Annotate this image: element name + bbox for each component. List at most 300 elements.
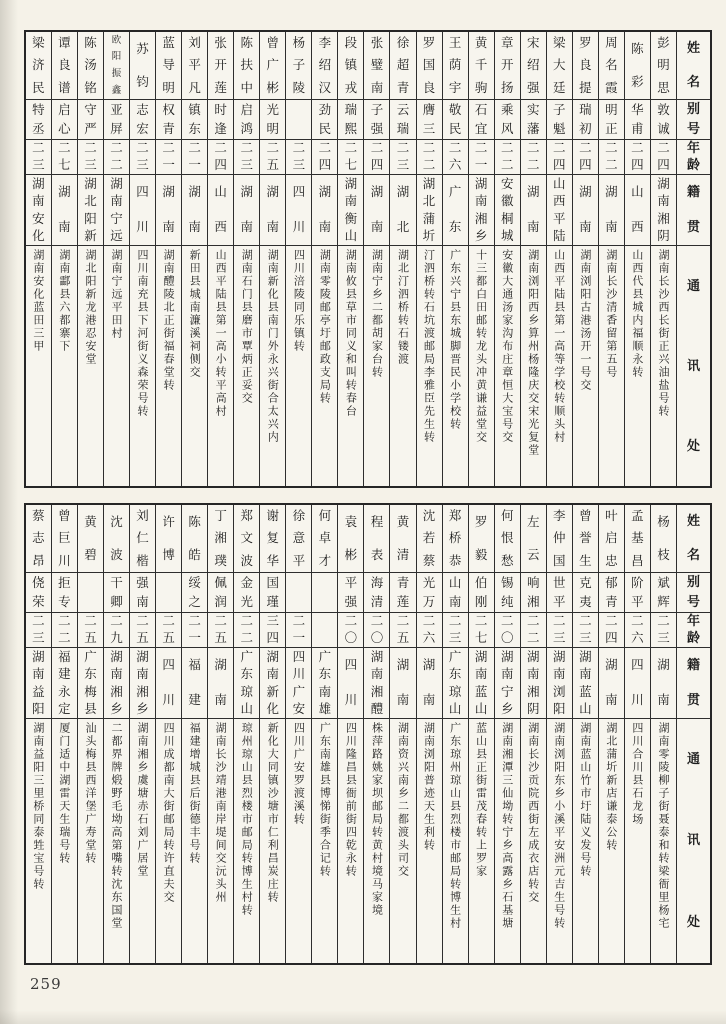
character-glyph: 明 — [605, 101, 618, 117]
character-glyph: 郑 — [448, 507, 462, 523]
character-glyph: 青 — [396, 574, 410, 590]
header-column — [676, 32, 710, 486]
age-cell — [312, 613, 337, 648]
character-glyph: 龄 — [686, 158, 700, 173]
character-glyph: 之 — [188, 594, 201, 609]
header-name-label — [677, 505, 710, 573]
character-glyph: 志 — [136, 101, 149, 117]
address-text: 湖南浏阳普迹天生利转 — [422, 722, 436, 852]
character-glyph: 石 — [474, 101, 488, 117]
address-text: 湖南浏阳西乡算州杨隆庆交宋光复堂 — [526, 249, 540, 457]
address-cell — [364, 719, 389, 963]
character-glyph: 讯 — [686, 833, 700, 849]
character-glyph: 二 — [631, 613, 644, 629]
character-glyph: 二 — [188, 613, 201, 629]
entry-column — [572, 505, 598, 963]
native-place-cell — [156, 175, 181, 246]
character-glyph: 湖 — [605, 657, 618, 673]
character-glyph: 湖 — [370, 648, 384, 664]
alias-cell — [599, 573, 624, 613]
character-glyph: 名 — [686, 74, 700, 90]
character-glyph: 鸿 — [240, 121, 253, 136]
character-glyph: 浏 — [553, 683, 566, 699]
header-alias-label — [677, 573, 710, 613]
character-glyph: 驹 — [474, 79, 488, 95]
character-glyph: 二 — [605, 613, 618, 629]
age-cell — [651, 613, 676, 648]
character-glyph: 蓝 — [162, 34, 175, 50]
character-glyph: 辉 — [657, 594, 670, 609]
character-glyph: 程 — [370, 513, 384, 529]
name-cell — [364, 32, 389, 100]
native-place-cell — [52, 648, 77, 719]
alias-cell — [443, 573, 468, 613]
character-glyph: 二 — [32, 613, 45, 629]
character-glyph: 逢 — [214, 121, 227, 136]
alias-cell — [390, 100, 415, 140]
character-glyph: 谭 — [58, 34, 71, 50]
character-glyph: 湘 — [657, 210, 670, 226]
character-glyph: 梅 — [84, 683, 97, 699]
address-text: 湖南石门县磨市覃炳正妥交 — [240, 249, 254, 405]
age-cell — [599, 613, 624, 648]
character-glyph: 青 — [605, 594, 618, 609]
character-glyph: 湖 — [110, 648, 123, 664]
address-cell — [182, 246, 207, 486]
address-cell — [130, 719, 155, 963]
character-glyph: 七 — [58, 157, 71, 173]
name-cell — [182, 32, 207, 100]
character-glyph: 刘 — [188, 34, 201, 50]
character-glyph: 绥 — [188, 574, 201, 590]
character-glyph: 二 — [214, 613, 227, 629]
name-cell — [260, 505, 285, 573]
character-glyph: 二 — [370, 613, 384, 629]
character-glyph: 霞 — [605, 79, 618, 95]
entry-column — [233, 32, 259, 486]
native-place-cell — [390, 175, 415, 246]
character-glyph: 二 — [162, 140, 175, 156]
alias-cell — [312, 100, 337, 140]
address-cell — [390, 246, 415, 486]
character-glyph: 荣 — [32, 594, 45, 609]
character-glyph: 鑫 — [111, 84, 122, 96]
address-text: 新田县城南濂溪祠侧交 — [188, 249, 202, 379]
character-glyph: 山 — [240, 701, 253, 716]
character-glyph: 叶 — [605, 507, 618, 523]
character-glyph: 西 — [553, 193, 566, 208]
native-place-cell — [182, 175, 207, 246]
character-glyph: 二 — [292, 140, 306, 156]
character-glyph: 别 — [686, 575, 700, 591]
native-place-cell — [573, 175, 598, 246]
character-glyph: 二 — [344, 613, 358, 629]
character-glyph: 宜 — [474, 121, 488, 136]
character-glyph: 二 — [266, 140, 280, 156]
character-glyph: 克 — [579, 574, 592, 590]
address-text: 湖南酃县六都寨下 — [57, 249, 71, 353]
name-cell — [156, 32, 181, 100]
character-glyph: 张 — [370, 34, 384, 50]
character-glyph: 三 — [136, 157, 149, 173]
alias-cell — [417, 100, 442, 140]
age-cell — [208, 140, 233, 175]
entry-column — [389, 32, 415, 486]
character-glyph: 基 — [631, 530, 644, 546]
address-text: 山西平陆县第一高小转平高村 — [214, 249, 228, 418]
character-glyph: 佩 — [214, 574, 227, 590]
address-cell — [208, 246, 233, 486]
name-cell — [651, 32, 676, 100]
character-glyph: 二 — [344, 140, 358, 156]
alias-cell — [312, 573, 337, 613]
character-glyph: 瑞 — [344, 101, 358, 117]
character-glyph: 时 — [214, 101, 227, 117]
character-glyph: 周 — [605, 34, 618, 50]
header-age-label — [677, 140, 710, 175]
character-glyph: 瑾 — [266, 594, 280, 609]
character-glyph: 一 — [188, 630, 201, 646]
entry-column — [285, 32, 311, 486]
character-glyph: 南 — [657, 193, 670, 208]
address-text: 四川合川县石龙场 — [630, 722, 644, 826]
character-glyph: 徽 — [500, 193, 514, 208]
character-glyph: 湖 — [500, 648, 514, 664]
address-cell — [547, 719, 572, 963]
alias-cell — [156, 100, 181, 140]
character-glyph: 南 — [396, 692, 410, 708]
character-glyph: 南 — [162, 219, 175, 235]
character-glyph: 广 — [240, 648, 253, 664]
character-glyph: 四 — [553, 157, 566, 173]
name-cell — [78, 32, 103, 100]
entry-column — [26, 505, 51, 963]
character-glyph: 湖 — [344, 175, 358, 191]
character-glyph: 罗 — [474, 513, 488, 529]
character-glyph: 二 — [110, 157, 123, 173]
character-glyph: 凡 — [188, 79, 201, 95]
character-glyph: 李 — [553, 507, 566, 523]
address-cell — [260, 246, 285, 486]
address-cell — [390, 719, 415, 963]
character-glyph: 六 — [448, 157, 462, 173]
age-cell — [104, 140, 129, 175]
character-glyph: 城 — [500, 228, 514, 243]
character-glyph: 广 — [448, 648, 462, 664]
character-glyph: 北 — [84, 193, 97, 208]
address-cell — [78, 246, 103, 486]
character-glyph: 三 — [32, 157, 45, 173]
address-text: 湖南湘乡虞塘赤石刘广居堂 — [136, 722, 150, 878]
age-cell — [130, 613, 155, 648]
character-glyph: 郑 — [240, 507, 253, 523]
address-text: 湖北蒲圻新店谦泰公转 — [604, 722, 618, 852]
age-cell — [338, 613, 363, 648]
character-glyph: 卿 — [110, 594, 123, 609]
address-text: 琼州琼山县烈楼市邮局转博生村转 — [240, 722, 254, 917]
character-glyph: 二 — [526, 630, 540, 646]
character-glyph: 二 — [500, 140, 514, 156]
character-glyph: 夷 — [579, 594, 592, 609]
character-glyph: 琼 — [448, 683, 462, 699]
address-cell — [599, 719, 624, 963]
alias-cell — [156, 573, 181, 613]
character-glyph: 二 — [370, 140, 384, 156]
character-glyph: 二 — [136, 613, 149, 629]
native-place-cell — [234, 648, 259, 719]
character-glyph: 四 — [370, 157, 384, 173]
age-cell — [469, 140, 494, 175]
address-text: 山西代县城内福顺永转 — [630, 249, 644, 379]
character-glyph: 山 — [448, 574, 462, 590]
character-glyph: 三 — [657, 630, 670, 646]
character-glyph: 五 — [214, 630, 227, 646]
address-text: 湖南新化县南门外永兴街合太兴内 — [266, 249, 280, 444]
character-glyph: 开 — [500, 57, 514, 73]
character-glyph: 东 — [188, 121, 201, 136]
address-text: 湖南长沙西长街正兴油盐号转 — [656, 249, 670, 418]
character-glyph: 南 — [370, 666, 384, 681]
character-glyph: 三 — [396, 157, 410, 173]
character-glyph: 甫 — [631, 121, 644, 136]
character-glyph: 左 — [526, 513, 540, 529]
address-text: 湖南长沙贡院西街左成衣店转交 — [526, 722, 540, 904]
age-cell — [182, 613, 207, 648]
age-cell — [78, 613, 103, 648]
age-cell — [260, 140, 285, 175]
character-glyph: 姓 — [686, 41, 700, 57]
character-glyph: 南 — [474, 193, 488, 208]
age-cell — [443, 613, 468, 648]
character-glyph: 一 — [188, 157, 201, 173]
character-glyph: 瑞 — [396, 121, 410, 136]
character-glyph: 铭 — [84, 79, 97, 95]
character-glyph: 华 — [631, 101, 644, 117]
age-cell — [208, 613, 233, 648]
character-glyph: 启 — [605, 530, 618, 546]
character-glyph: 子 — [370, 101, 384, 117]
age-cell — [495, 140, 520, 175]
character-glyph: 二 — [162, 613, 175, 629]
address-cell — [338, 719, 363, 963]
age-cell — [26, 140, 51, 175]
entry-column — [155, 32, 181, 486]
name-cell — [286, 32, 311, 100]
character-glyph: 彭 — [657, 34, 670, 50]
native-place-cell — [651, 648, 676, 719]
character-glyph: 荫 — [448, 57, 462, 73]
character-glyph: 三 — [553, 630, 566, 646]
character-glyph: 黄 — [474, 34, 488, 50]
address-cell — [208, 719, 233, 963]
character-glyph: 一 — [292, 630, 306, 646]
age-cell — [573, 613, 598, 648]
address-text: 二都界牌煅野毛坳高第嘴转沈东国堂 — [109, 722, 123, 930]
native-place-cell — [260, 648, 285, 719]
alias-cell — [286, 573, 311, 613]
name-cell — [104, 505, 129, 573]
character-glyph: 青 — [162, 121, 175, 136]
character-glyph: 东 — [448, 219, 462, 235]
entry-column — [337, 505, 363, 963]
character-glyph: 廷 — [553, 79, 566, 95]
address-cell — [547, 246, 572, 486]
alias-cell — [625, 100, 650, 140]
character-glyph: 陆 — [553, 228, 566, 243]
character-glyph: 云 — [396, 101, 410, 117]
character-glyph: 南 — [214, 692, 227, 708]
character-glyph: 彬 — [266, 79, 280, 95]
character-glyph: 忠 — [605, 552, 618, 568]
character-glyph: 初 — [579, 121, 592, 136]
character-glyph: 山 — [579, 701, 592, 716]
character-glyph: 北 — [396, 219, 410, 235]
age-cell — [364, 140, 389, 175]
scan-gutter-shadow — [0, 0, 18, 1024]
character-glyph: 侥 — [32, 574, 45, 590]
entry-column — [259, 505, 285, 963]
character-glyph: 苏 — [136, 40, 149, 56]
address-cell — [573, 246, 598, 486]
entry-column — [442, 505, 468, 963]
character-glyph: 文 — [240, 530, 253, 546]
character-glyph: 民 — [448, 121, 462, 136]
name-cell — [52, 505, 77, 573]
character-glyph: 南 — [657, 692, 670, 708]
character-glyph: 号 — [686, 121, 700, 137]
age-cell — [625, 613, 650, 648]
character-glyph: 湖 — [84, 175, 97, 191]
address-cell — [521, 246, 546, 486]
character-glyph: 陈 — [631, 40, 644, 56]
character-glyph: 二 — [396, 613, 410, 629]
header-address-label — [677, 246, 710, 486]
character-glyph: 西 — [631, 219, 644, 235]
character-glyph: 二 — [422, 140, 436, 156]
native-place-cell — [312, 648, 337, 719]
character-glyph: 大 — [553, 57, 566, 73]
native-place-cell — [286, 175, 311, 246]
age-cell — [104, 613, 129, 648]
entry-column — [103, 505, 129, 963]
address-text: 四川涪陵同乐镇转 — [292, 249, 306, 353]
character-glyph: 民 — [32, 79, 45, 95]
character-glyph: 徐 — [292, 507, 306, 523]
character-glyph: 二 — [214, 140, 227, 156]
character-glyph: 海 — [370, 574, 384, 590]
age-cell — [286, 140, 311, 175]
character-glyph: 南 — [32, 193, 45, 208]
character-glyph: 阳 — [553, 701, 566, 716]
address-cell — [156, 719, 181, 963]
character-glyph: 湖 — [136, 648, 149, 664]
character-glyph: 熙 — [344, 121, 358, 136]
alias-cell — [286, 100, 311, 140]
character-glyph: 波 — [240, 552, 253, 568]
character-glyph: 扶 — [240, 57, 253, 73]
header-column — [676, 505, 710, 963]
native-place-cell — [52, 175, 77, 246]
character-glyph: 湖 — [32, 175, 45, 191]
address-text: 四川隆昌县衙前街四乾永转 — [344, 722, 358, 878]
entry-column — [337, 32, 363, 486]
age-cell — [390, 140, 415, 175]
native-place-cell — [599, 648, 624, 719]
name-cell — [286, 505, 311, 573]
character-glyph: 巨 — [58, 530, 71, 546]
character-glyph: 杨 — [657, 513, 670, 529]
character-glyph: 云 — [526, 547, 540, 562]
character-glyph: 镇 — [344, 57, 358, 73]
character-glyph: 乡 — [136, 701, 149, 716]
character-glyph: 山 — [631, 184, 644, 200]
character-glyph: 湖 — [266, 648, 280, 664]
character-glyph: 南 — [474, 666, 488, 681]
character-glyph: 提 — [579, 79, 592, 95]
character-glyph: 蓝 — [579, 683, 592, 699]
character-glyph: 四 — [292, 648, 306, 664]
character-glyph: 梁 — [32, 34, 45, 50]
age-cell — [547, 613, 572, 648]
character-glyph: 南 — [110, 666, 123, 681]
character-glyph: 超 — [396, 57, 410, 73]
character-glyph: 西 — [214, 219, 227, 235]
alias-cell — [26, 100, 51, 140]
address-text: 湖南蓝山竹市圩陆义发号转 — [578, 722, 592, 878]
address-cell — [52, 246, 77, 486]
entry-column — [650, 505, 676, 963]
character-glyph: 湖 — [605, 184, 618, 200]
address-cell — [312, 719, 337, 963]
character-glyph: 四 — [605, 630, 618, 646]
character-glyph: 国 — [553, 552, 566, 568]
age-cell — [52, 613, 77, 648]
character-glyph: 复 — [266, 530, 280, 546]
address-cell — [625, 246, 650, 486]
character-glyph: 中 — [240, 79, 253, 95]
address-cell — [469, 719, 494, 963]
character-glyph: 刘 — [136, 507, 149, 523]
character-glyph: 良 — [579, 57, 592, 73]
register-table-upper — [24, 30, 712, 488]
name-cell — [78, 505, 103, 573]
character-glyph: 六 — [631, 630, 644, 646]
entry-column — [181, 32, 207, 486]
character-glyph: 贯 — [686, 220, 700, 235]
alias-cell — [130, 100, 155, 140]
character-glyph: 二 — [448, 140, 462, 156]
character-glyph: 二 — [84, 613, 97, 629]
character-glyph: 湖 — [657, 175, 670, 191]
native-place-cell — [312, 175, 337, 246]
entry-column — [572, 32, 598, 486]
alias-cell — [573, 573, 598, 613]
entry-column — [155, 505, 181, 963]
address-cell — [469, 246, 494, 486]
character-glyph: 敬 — [448, 101, 462, 117]
character-glyph: 通 — [686, 752, 700, 768]
character-glyph: 川 — [136, 219, 149, 235]
entry-column — [363, 505, 389, 963]
address-text: 湖南益阳三里桥同泰甡宝号转 — [31, 722, 45, 891]
address-cell — [234, 719, 259, 963]
native-place-cell — [104, 175, 129, 246]
character-glyph: 福 — [58, 648, 71, 664]
character-glyph: 乡 — [474, 228, 488, 243]
character-glyph: 琼 — [240, 683, 253, 699]
character-glyph: 湖 — [396, 657, 410, 673]
character-glyph: 二 — [526, 157, 540, 173]
